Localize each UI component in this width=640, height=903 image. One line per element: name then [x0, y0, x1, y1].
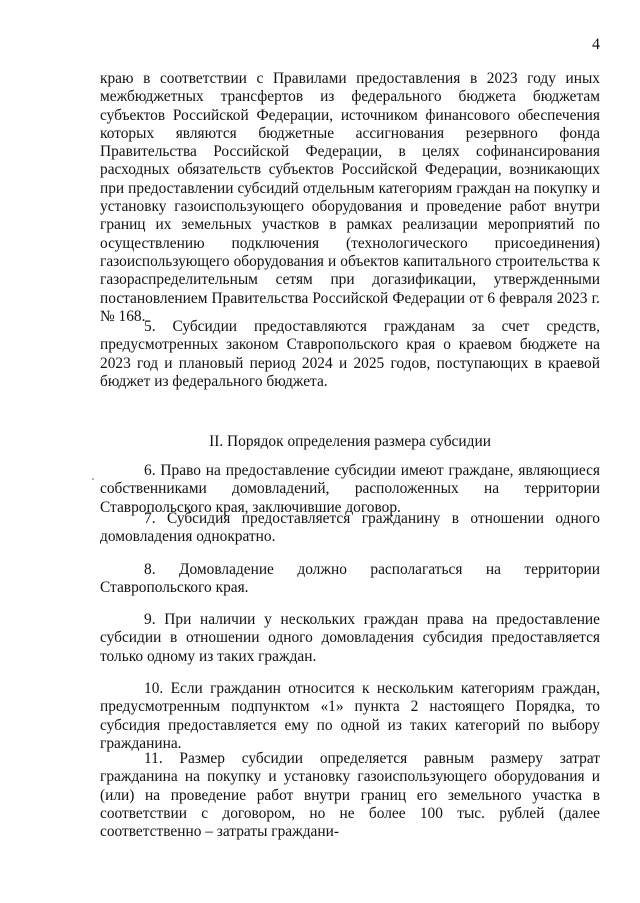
- paragraph-11-text: 11. Размер субсидии определяется равным размеру затрат гражданина на покупку и установку газоиспользующего оборудования и (или) на проведение работ внутри границ его земельного участка в соответствии с договором, но не более 100 тыс. рублей (далее соответственно – затраты граждани-: [100, 750, 600, 841]
- paragraph-9-text: 9. При наличии у нескольких граждан права на предоставление субсидии в отношении одного домовладения субсидия предоставляется только одному из таких граждан.: [100, 611, 600, 665]
- paragraph-7-text: 7. Субсидия предоставляется гражданину в отношении одного домовладения однократно.: [100, 510, 600, 546]
- paragraph-6-text: 6. Право на предоставление субсидии имеют граждане, являющиеся собственниками домовладений, расположенных на территории Ставропольского края, заключившие договор.: [100, 462, 600, 516]
- paragraph-10-text: 10. Если гражданин относится к нескольким категориям граждан, предусмотренным подпунктом «1» пункта 2 настоящего Порядка, то субсидия предоставляется ему по одной из таких категорий по выбору гражданина.: [100, 680, 600, 752]
- paragraph-5: [100, 318, 600, 391]
- paragraph-6: [100, 462, 600, 517]
- page-number: 4: [592, 36, 600, 53]
- continuation-paragraph: [100, 70, 600, 326]
- paragraph-10: [100, 680, 600, 753]
- paragraph-5-text: 5. Субсидии предоставляются гражданам за счет средств, предусмотренных законом Ставропольского края о краевом бюджете на 2023 год и плановый период 2024 и 2025 годов, поступающих в краевой бюджет из федерального бюджета.: [100, 318, 600, 390]
- paragraph-8-text: 8. Домовладение должно располагаться на территории Ставропольского края.: [100, 561, 600, 597]
- paragraph-7: [100, 510, 600, 547]
- section-heading: II. Порядок определения размера субсидии: [209, 433, 491, 450]
- paragraph-11: [100, 750, 600, 841]
- continuation-text: краю в соответствии с Правилами предоставления в 2023 году иных межбюджетных трансфертов из федерального бюджета бюджетам субъектов Российской Федерации, источником финансового обеспечения которых являются бюджетные ассигнования резервного фонда Правительства Российской Федерации, в целях софинансирования расходных обязательств субъектов Российской Федерации, возникающих при предоставлении субсидий отдельным категориям граждан на покупку и установку газоиспользующего оборудования и проведение работ внутри границ их земельных участков в рамках реализации мероприятий по осуществлению подключения (технологического присоединения) газоиспользующего оборудования и объектов капитального строительства к газораспределительным сетям при догазификации, утвержденными постановлением Правительства Российской Федерации от 6 февраля 2023 г. № 168.: [100, 70, 600, 325]
- scan-speck: [92, 478, 94, 480]
- paragraph-8: [100, 561, 600, 598]
- paragraph-9: [100, 611, 600, 666]
